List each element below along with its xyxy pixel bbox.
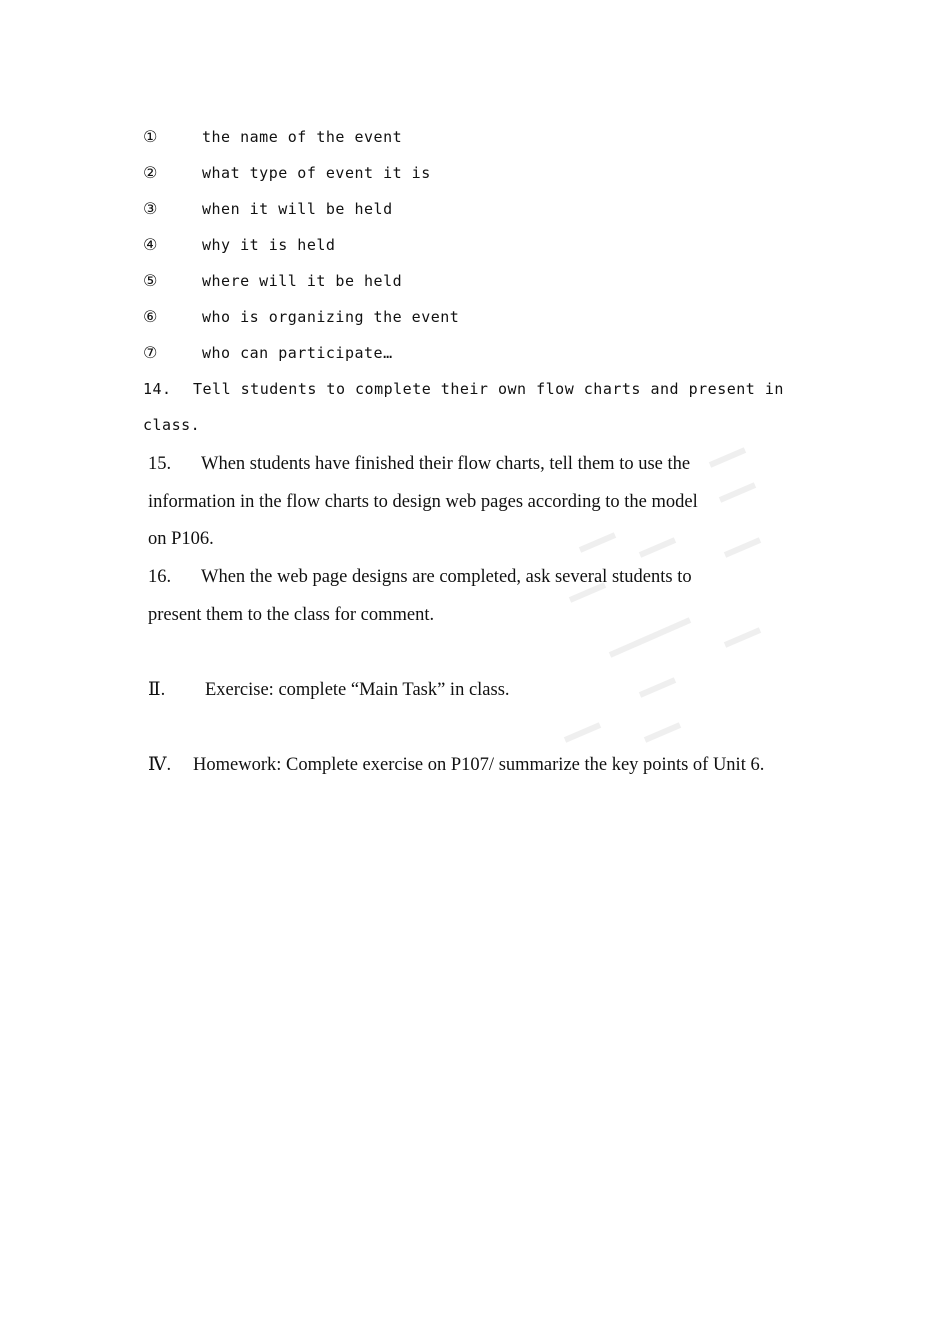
step-text-line: When students have finished their flow charts, tell them to use the (201, 454, 691, 474)
section-text: Exercise: complete “Main Task” in class. (205, 680, 510, 700)
exercise-section (148, 678, 510, 702)
list-item-text: the name of the event (202, 128, 403, 146)
section-numeral: Ⅱ. (148, 680, 166, 700)
list-marker: ③ (143, 199, 158, 218)
list-marker: ④ (143, 235, 158, 254)
step-number: 15. (148, 454, 172, 474)
list-marker: ① (143, 127, 158, 146)
list-item-text: why it is held (202, 236, 336, 254)
list-item (143, 235, 335, 255)
list-item (143, 163, 431, 183)
step-text-line: present them to the class for comment. (148, 604, 435, 625)
list-item-text: when it will be held (202, 200, 393, 218)
list-item (143, 307, 459, 327)
list-item (143, 343, 393, 363)
step-14-paragraph (143, 371, 784, 443)
step-text-line: When the web page designs are completed, ask several students to (201, 567, 692, 587)
step-text-line: information in the flow charts to design web pages according to the model (148, 491, 698, 512)
step-number: 16. (148, 567, 172, 587)
step-text-line: on P106. (148, 529, 214, 549)
list-marker: ② (143, 163, 158, 182)
section-text: Homework: Complete exercise on P107/ summarize the key points of Unit 6. (193, 755, 765, 775)
step-text-line: class. (143, 416, 201, 434)
list-item-text: what type of event it is (202, 164, 431, 182)
list-marker: ⑥ (143, 307, 158, 326)
list-marker: ⑤ (143, 271, 158, 290)
list-item-text: who is organizing the event (202, 308, 460, 326)
list-item-text: who can participate… (202, 344, 393, 362)
section-numeral: Ⅳ. (148, 755, 172, 775)
step-text-line: Tell students to complete their own flow charts and present in (193, 380, 784, 398)
list-item (143, 199, 393, 219)
list-marker: ⑦ (143, 343, 158, 362)
list-item-text: where will it be held (202, 272, 403, 290)
list-item (143, 127, 402, 147)
step-number: 14. (143, 380, 172, 398)
list-item (143, 271, 402, 291)
watermark-icon (560, 440, 790, 760)
